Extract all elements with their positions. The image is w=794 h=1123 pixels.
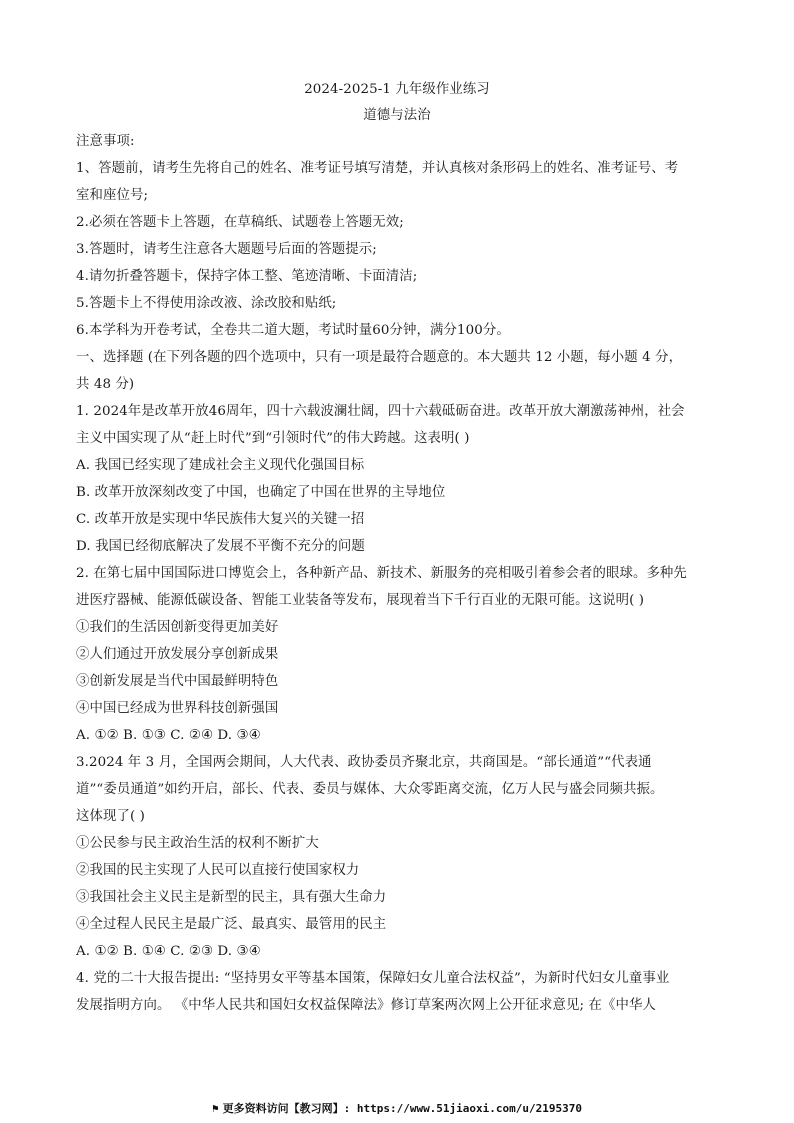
subject-title: 道德与法治 [363, 108, 431, 123]
question-stem: 发展指明方向。 《中华人民共和国妇女权益保障法》修订草案两次网上公开征求意见; 在《中华人 [76, 998, 656, 1013]
note-item: 1、答题前，请考生先将自己的姓名、准考证号填写清楚，并认真核对条形码上的姓名、准考证号、考 [76, 161, 679, 176]
statement: ③创新发展是当代中国最鲜明特色 [76, 674, 279, 689]
question-stem: 道”“委员通道”如约开启，部长、代表、委员与媒体、大众零距离交流，亿万人民与盛会同频共振。 [76, 782, 664, 797]
question-stem: 进医疗器械、能源低碳设备、智能工业装备等发布，展现着当下千行百业的无限可能。这说明( ) [76, 593, 645, 608]
exam-title: 2024-2025-1 九年级作业练习 [304, 82, 490, 97]
footer-text: 更多资料访问【教习网】: https://www.51jiaoxi.com/u/2195370 [222, 1102, 583, 1115]
note-item: 室和座位号; [76, 188, 149, 203]
question-stem: 4. 党的二十大报告提出: “坚持男女平等基本国策，保障妇女儿童合法权益”，为新时代妇女儿童事业 [76, 971, 670, 986]
note-item: 3.答题时，请考生注意各大题题号后面的答题提示; [76, 242, 377, 257]
note-item: 2.必须在答题卡上答题，在草稿纸、试题卷上答题无效; [76, 215, 404, 230]
note-item: 5.答题卡上不得使用涂改液、涂改胶和贴纸; [76, 296, 337, 311]
notes-heading: 注意事项: [76, 134, 135, 149]
answer-options: A. ①② B. ①③ C. ②④ D. ③④ [76, 728, 261, 743]
question-stem: 这体现了( ) [76, 809, 145, 824]
statement: ①我们的生活因创新变得更加美好 [76, 620, 279, 635]
note-item: 4.请勿折叠答题卡，保持字体工整、笔迹清晰、卡面清洁; [76, 269, 418, 284]
statement: ④中国已经成为世界科技创新强国 [76, 701, 279, 716]
question-stem: 2. 在第七届中国国际进口博览会上，各种新产品、新技术、新服务的亮相吸引着参会者的眼球。多种先 [76, 566, 687, 581]
statement: ③我国社会主义民主是新型的民主，具有强大生命力 [76, 890, 387, 905]
option-b: B. 改革开放深刻改变了中国，也确定了中国在世界的主导地位 [76, 485, 446, 500]
statement: ②人们通过开放发展分享创新成果 [76, 647, 279, 662]
option-c: C. 改革开放是实现中华民族伟大复兴的关键一招 [76, 512, 365, 527]
note-item: 6.本学科为开卷考试，全卷共二道大题，考试时量60分钟，满分100分。 [76, 323, 510, 338]
section-heading: 共 48 分) [76, 377, 135, 392]
statement: ④全过程人民民主是最广泛、最真实、最管用的民主 [76, 917, 387, 932]
question-stem: 主义中国实现了从“赶上时代”到“引领时代”的伟大跨越。这表明( ) [76, 431, 470, 446]
answer-options: A. ①② B. ①④ C. ②③ D. ③④ [76, 944, 261, 959]
statement: ①公民参与民主政治生活的权利不断扩大 [76, 836, 319, 851]
flag-icon: ⚑ [211, 1102, 219, 1115]
option-a: A. 我国已经实现了建成社会主义现代化强国目标 [76, 458, 365, 473]
section-heading: 一、选择题 (在下列各题的四个选项中，只有一项是最符合题意的。本大题共 12 小题，每小题 4 分， [76, 350, 683, 365]
footer-link[interactable] [0, 1100, 794, 1116]
option-d: D. 我国已经彻底解决了发展不平衡不充分的问题 [76, 539, 365, 554]
statement: ②我国的民主实现了人民可以直接行使国家权力 [76, 863, 360, 878]
question-stem: 3.2024 年 3 月，全国两会期间，人大代表、政协委员齐聚北京，共商国是。“部长通道”“代表通 [76, 755, 652, 770]
question-stem: 1. 2024年是改革开放46周年，四十六载波澜壮阔，四十六载砥砺奋进。改革开放大潮激荡神州，社会 [76, 404, 685, 419]
